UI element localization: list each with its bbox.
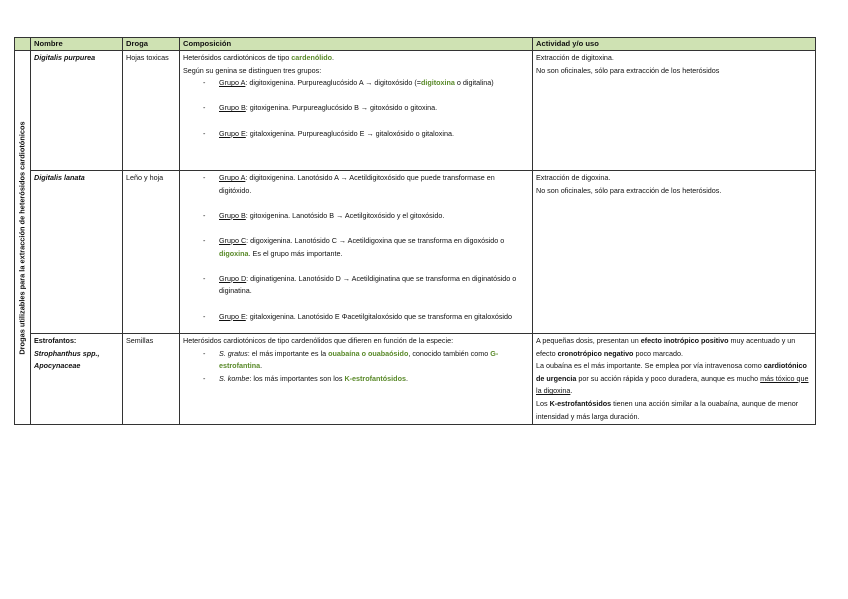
list-item: - Grupo A: digitoxigenina. Lanotósido A → Acetildigitoxósido que puede transformase en digitóxido. <box>203 172 529 197</box>
group-label: Grupo B <box>219 210 246 220</box>
header-droga: Droga <box>123 38 180 51</box>
activity-text: No son oficinales, sólo para extracción de los heterósidos. <box>536 185 722 195</box>
highlight-term: ouabaína o ouabaósido <box>328 348 409 358</box>
highlight-term: digoxina <box>219 248 249 258</box>
name-line: Strophanthus spp., <box>34 348 100 358</box>
highlight-term: K-estrofantósidos <box>344 373 406 383</box>
group-label: Grupo A <box>219 173 246 182</box>
composition-cell <box>180 51 533 171</box>
activity-cell <box>533 51 816 171</box>
highlight-term: digitoxina <box>420 78 455 88</box>
list-item: - Grupo A: digitoxigenina. Purpureaglucósido A → digitoxósido (=digitoxina o digitalina) <box>203 77 529 90</box>
name-cell: Digitalis lanata <box>31 171 123 334</box>
list-item: - S. gratus: el más importante es la ouabaína o ouabaósido, conocido también como G-estrofantina. <box>203 348 529 373</box>
composition-cell <box>180 334 533 425</box>
header-composicion: Composición <box>180 38 533 51</box>
activity-paragraph: La oubaína es el más importante. Se emplea por vía intravenosa como cardiotónico de urgencia por su acción rápida y poco duradera, aunque es mucho más tóxico que la digoxina. <box>536 361 809 396</box>
list-item: - S. kombe: los más importantes son los K-estrofantósidos. <box>203 373 529 386</box>
species-list <box>183 348 529 386</box>
composition-text: Heterósidos cardiotónicos de tipo <box>183 53 292 62</box>
list-item: - Grupo C: digoxigenina. Lanotósido C → Acetildigoxina que se transforma en digoxósido o digoxina. Es el grupo más importante. <box>203 235 529 260</box>
side-label: Drogas utilizables para la extracción de heterósidos cardiotónicos <box>17 120 27 355</box>
drug-cell: Leño y hoja <box>123 171 180 334</box>
group-label: Grupo D <box>219 273 247 283</box>
list-item: - Grupo E: gitaloxigenina. Lanotósido E Φacetilgitaloxósido que se transforma en gitaloxósido <box>203 311 529 324</box>
group-label: Grupo A <box>219 78 246 88</box>
composition-text: Heterósidos cardiotónicos de tipo cardenólidos que difieren en función de la especie: <box>183 336 454 345</box>
activity-text: Extracción de digitoxina. <box>536 53 614 62</box>
activity-text: No son oficinales, sólo para extracción de los heterósidos <box>536 65 720 75</box>
activity-paragraph: A pequeñas dosis, presentan un efecto inotrópico positivo muy acentuado y un efecto cronotrópico negativo poco marcado. <box>536 336 796 358</box>
name-cell: Digitalis purpurea <box>31 51 123 171</box>
document-page <box>14 37 816 425</box>
drug-cell: Hojas toxicas <box>123 51 180 171</box>
activity-cell <box>533 171 816 334</box>
list-item: - Grupo D: diginatigenina. Lanotósido D → Acetildiginatina que se transforma en diginatósido o diginatina. <box>203 273 529 298</box>
activity-cell <box>533 334 816 425</box>
group-list <box>183 77 529 140</box>
list-item: - Grupo B: gitoxigenina. Lanotósido B → Acetilgitoxósido y el gitoxósido. <box>203 210 529 223</box>
group-label: Grupo E <box>219 128 246 138</box>
table-header-row <box>15 38 816 51</box>
table-row <box>15 171 816 334</box>
species-name: S. gratus <box>219 348 248 358</box>
heterosidos-table <box>14 37 816 425</box>
name-line: Estrofantos: <box>34 336 77 345</box>
highlight-term: G-estrofantina <box>219 348 499 371</box>
composition-text: Según su genina se distinguen tres grupos: <box>183 65 322 75</box>
name-line: Apocynaceae <box>34 361 81 371</box>
highlight-term: cardenólido <box>291 53 333 62</box>
side-label-cell <box>15 51 31 425</box>
drug-cell: Semillas <box>123 334 180 425</box>
list-item: - Grupo E: gitaloxigenina. Purpureaglucósido E → gitaloxósido o gitaloxina. <box>203 128 529 141</box>
list-item: - Grupo B: gitoxigenina. Purpureaglucósido B → gitoxósido o gitoxina. <box>203 102 529 115</box>
group-label: Grupo E <box>219 311 246 321</box>
group-list <box>183 172 529 323</box>
name-cell <box>31 334 123 425</box>
activity-paragraph: Los K-estrofantósidos tienen una acción similar a la ouabaína, aunque de menor intensidad y más larga duración. <box>536 398 799 421</box>
activity-text: Extracción de digoxina. <box>536 173 611 182</box>
table-row <box>15 334 816 425</box>
composition-cell <box>180 171 533 334</box>
table-row <box>15 51 816 171</box>
species-name: S. kombe <box>219 373 250 383</box>
header-nombre: Nombre <box>31 38 123 51</box>
group-label: Grupo B <box>219 103 246 113</box>
group-label: Grupo C <box>219 235 247 245</box>
header-blank <box>15 38 31 51</box>
header-actividad: Actividad y/o uso <box>533 38 816 51</box>
composition-text: . <box>332 53 335 62</box>
